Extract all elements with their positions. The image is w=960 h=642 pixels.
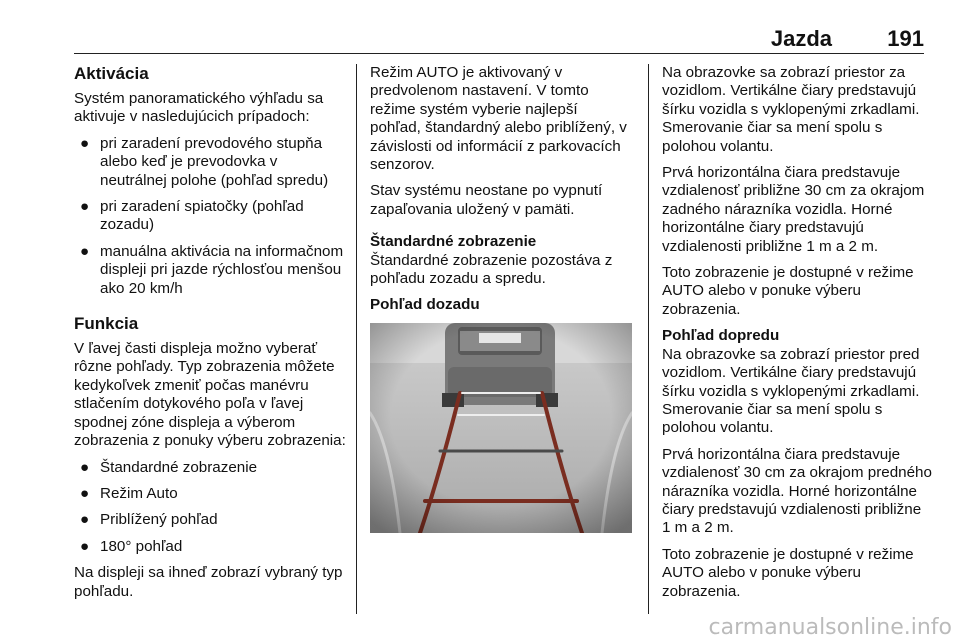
function-intro: V ľavej časti displeja možno vyberať rôzne pohľady. Typ zobrazenia môžete kedykoľvek zmeniť počas manévru stlačením dotykového poľa v ľavej spodnej zóne displeja a výberom zobrazenia z ponuky výberu zobrazenia: — [74, 340, 346, 450]
column-3 — [662, 64, 932, 609]
column-divider — [356, 64, 357, 614]
list-item: ● pri zaradení spiatočky (pohľad zozadu) — [80, 198, 304, 234]
column-1 — [74, 64, 346, 609]
heading-activation: Aktivácia — [74, 64, 149, 83]
rear-view-p3: Toto zobrazenie je dostupné v režime AUTO alebo v ponuke výberu zobrazenia. — [662, 264, 914, 318]
bullet-icon: ● — [80, 484, 90, 502]
front-view-p2: Prvá horizontálna čiara predstavuje vzdialenosť 30 cm za okrajom predného nárazníka vozidla. Horné horizontálne čiary predstavujú vzdialenosti približne 1 m a 2 m. — [662, 445, 932, 537]
page-number: 191 — [887, 26, 924, 51]
list-item: ● Priblížený pohľad — [80, 511, 218, 529]
column-2 — [370, 64, 632, 533]
rear-camera-image — [370, 323, 632, 533]
rear-view-p2: Prvá horizontálna čiara predstavuje vzdialenosť približne 30 cm za okrajom zadného nárazníka vozidla. Horné horizontálne čiary predstavujú vzdialenosti približne 1 m a 2 m. — [662, 164, 925, 255]
page-header — [74, 26, 924, 50]
column-divider — [648, 64, 649, 614]
heading-function: Funkcia — [74, 314, 139, 334]
bullet-icon: ● — [80, 134, 90, 152]
heading-rear-view: Pohľad dozadu — [370, 296, 480, 314]
view-list — [74, 459, 346, 557]
front-view-p1: Na obrazovke sa zobrazí priestor pred vozidlom. Vertikálne čiary predstavujú šírku vozidla s vyklopenými zrkadlami. Smerovanie čiar sa mení spolu s polohou volantu. — [662, 345, 920, 437]
list-item: ● manuálna aktivácia na informačnom displeji pri jazde rýchlosťou menšou ako 20 km/h — [80, 242, 344, 297]
list-item: ● 180° pohľad — [80, 537, 183, 555]
list-item: ● Štandardné zobrazenie — [80, 458, 258, 476]
state-memory-text: Stav systému neostane po vypnutí zapaľovania uložený v pamäti. — [370, 182, 603, 218]
rear-view-p1: Na obrazovke sa zobrazí priestor za vozidlom. Vertikálne čiary predstavujú šírku vozidla s vyklopenými zrkadlami. Smerovanie čiar sa mení spolu s polohou volantu. — [662, 64, 920, 155]
activation-intro: Systém panoramatického výhľadu sa aktivuje v nasledujúcich prípadoch: — [74, 90, 324, 126]
auto-mode-text: Režim AUTO je aktivovaný v predvolenom nastavení. V tomto režime systém vyberie najlepší pohľad, štandardný alebo priblížený, v závislosti od informácií z parkovacích senzorov. — [370, 64, 627, 174]
function-outro: Na displeji sa ihneď zobrazí vybraný typ pohľadu. — [74, 564, 343, 600]
camera-vignette — [370, 323, 632, 533]
bullet-icon: ● — [80, 458, 90, 476]
bullet-icon: ● — [80, 198, 90, 216]
activation-list — [74, 135, 346, 298]
list-item: ● pri zaradení prevodového stupňa alebo keď je prevodovka v neutrálnej polohe (pohľad spredu) — [80, 134, 329, 189]
standard-view-text: Štandardné zobrazenie pozostáva z pohľadu zozadu a spredu. — [370, 251, 613, 288]
header-rule — [74, 53, 924, 54]
heading-front-view: Pohľad dopredu — [662, 327, 780, 345]
bullet-icon: ● — [80, 511, 90, 529]
watermark: carmanualsonline.info — [708, 615, 952, 640]
page-title: Jazda — [770, 26, 832, 51]
bullet-icon: ● — [80, 537, 90, 555]
bullet-icon: ● — [80, 242, 90, 260]
front-view-p3: Toto zobrazenie je dostupné v režime AUTO alebo v ponuke výberu zobrazenia. — [662, 545, 914, 600]
heading-standard-view: Štandardné zobrazenie — [370, 233, 537, 251]
list-item: ● Režim Auto — [80, 484, 178, 502]
